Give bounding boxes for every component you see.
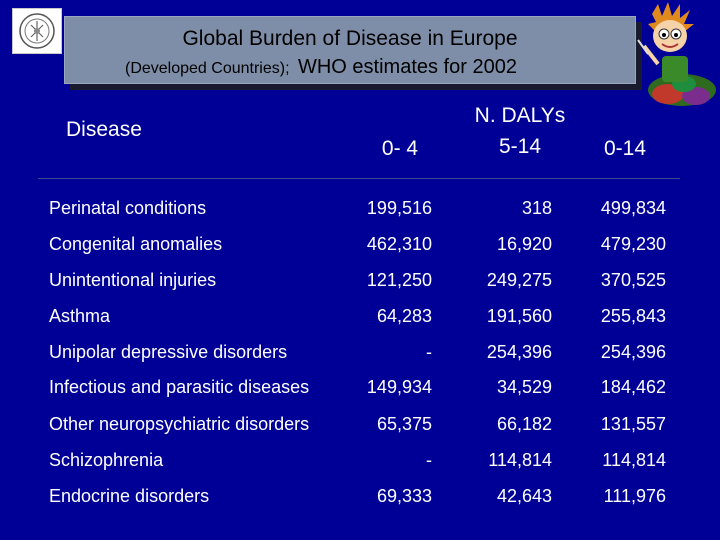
header-age-5-14: 5-14 bbox=[498, 135, 542, 158]
row-value-5-14: 249,275 bbox=[486, 270, 552, 290]
row-value-0-4: - bbox=[426, 342, 432, 362]
row-value-0-4: 69,333 bbox=[376, 486, 432, 506]
title-box bbox=[64, 16, 636, 84]
institution-seal-icon bbox=[12, 8, 62, 54]
row-disease-name: Schizophrenia bbox=[49, 450, 164, 470]
row-disease-name: Other neuropsychiatric disorders bbox=[49, 414, 310, 434]
row-disease-name: Unintentional injuries bbox=[49, 270, 217, 290]
table-row bbox=[0, 198, 720, 228]
row-disease-name: Unipolar depressive disorders bbox=[49, 342, 288, 362]
row-value-5-14: 114,814 bbox=[488, 450, 552, 470]
page-subtitle bbox=[125, 56, 517, 79]
table-row bbox=[0, 306, 720, 336]
row-value-5-14: 66,182 bbox=[496, 414, 552, 434]
row-disease-name: Perinatal conditions bbox=[49, 198, 207, 218]
row-disease-name: Endocrine disorders bbox=[49, 486, 210, 506]
row-value-0-4: 462,310 bbox=[366, 234, 432, 254]
row-value-0-4: 121,250 bbox=[366, 270, 432, 290]
table-row bbox=[0, 414, 720, 444]
row-disease-name: Asthma bbox=[49, 306, 111, 326]
header-dalys-group: N. DALYs bbox=[474, 104, 566, 127]
header-disease: Disease bbox=[66, 118, 142, 141]
row-value-0-4: 65,375 bbox=[376, 414, 432, 434]
row-value-0-14: 184,462 bbox=[600, 377, 666, 397]
row-value-5-14: 318 bbox=[521, 198, 552, 218]
row-value-0-14: 499,834 bbox=[600, 198, 666, 218]
row-value-0-14: 479,230 bbox=[600, 234, 666, 254]
row-value-5-14: 191,560 bbox=[486, 306, 552, 326]
table-row bbox=[0, 270, 720, 300]
header-age-0-14: 0-14 bbox=[603, 137, 647, 160]
header-age-0-4: 0- 4 bbox=[381, 137, 419, 160]
row-value-0-14: 114,814 bbox=[602, 450, 666, 470]
row-value-0-4: 199,516 bbox=[366, 198, 432, 218]
page-title: Global Burden of Disease in Europe bbox=[182, 27, 518, 50]
row-value-0-14: 370,525 bbox=[600, 270, 666, 290]
row-disease-name: Congenital anomalies bbox=[49, 234, 223, 254]
row-value-0-4: 149,934 bbox=[366, 377, 432, 397]
row-value-0-14: 131,557 bbox=[600, 414, 666, 434]
table-row bbox=[0, 450, 720, 480]
row-value-0-4: - bbox=[426, 450, 432, 470]
row-value-5-14: 42,643 bbox=[496, 486, 552, 506]
header-divider bbox=[38, 178, 680, 179]
row-value-0-14: 255,843 bbox=[600, 306, 666, 326]
subtitle-region: (Developed Countries); bbox=[125, 60, 290, 77]
row-value-5-14: 34,529 bbox=[496, 377, 552, 397]
row-value-0-14: 254,396 bbox=[600, 342, 666, 362]
table-row bbox=[0, 234, 720, 264]
row-value-5-14: 254,396 bbox=[486, 342, 552, 362]
table-row bbox=[0, 486, 720, 516]
row-value-0-4: 64,283 bbox=[376, 306, 432, 326]
subtitle-source: WHO estimates for 2002 bbox=[297, 56, 517, 78]
row-disease-name: Infectious and parasitic diseases bbox=[49, 377, 310, 397]
cartoon-mascot-icon bbox=[622, 2, 720, 110]
table-row bbox=[0, 342, 720, 372]
row-value-5-14: 16,920 bbox=[496, 234, 552, 254]
row-value-0-14: 111,976 bbox=[603, 486, 666, 506]
table-row bbox=[0, 377, 720, 407]
